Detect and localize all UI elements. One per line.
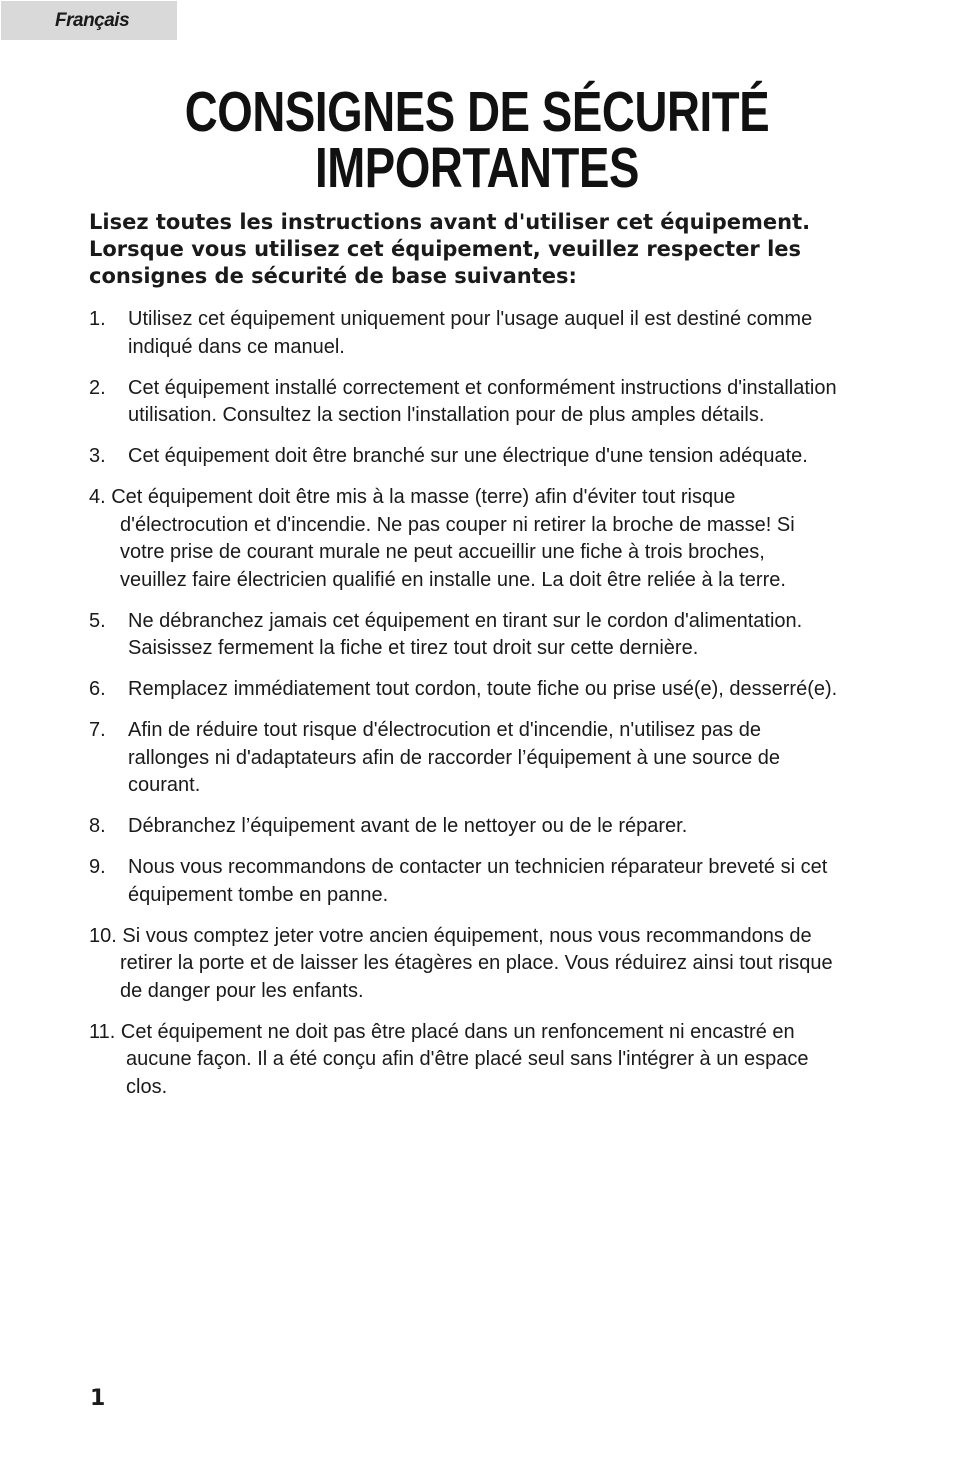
item-number: 5. xyxy=(89,609,106,632)
item-text-line: courant. xyxy=(128,774,201,796)
list-item-8 xyxy=(89,813,879,841)
page-title-line-1: CONSIGNES DE SÉCURITÉ xyxy=(184,80,770,144)
list-item-3 xyxy=(89,443,879,471)
item-text-line: aucune façon. Il a été conçu afin d'être placé seul sans l'intégrer à un espace xyxy=(126,1048,809,1070)
item-number: 6. xyxy=(89,678,106,700)
intro-line-3: consignes de sécurité de base suivantes: xyxy=(89,264,577,288)
item-number: 9. xyxy=(89,856,106,878)
list-item-1 xyxy=(89,306,879,361)
item-text-line: Afin de réduire tout risque d'électrocution et d'incendie, n'utilisez pas de xyxy=(128,719,761,741)
item-text-line: 4. Cet équipement doit être mis à la masse (terre) afin d'éviter tout risque xyxy=(89,486,736,508)
item-number: 1. xyxy=(89,308,106,330)
item-text-line: veuillez faire électricien qualifié en installe une. La doit être reliée à la terre. xyxy=(120,568,786,591)
item-text-line: Nous vous recommandons de contacter un technicien réparateur breveté si cet xyxy=(128,856,828,878)
language-tab xyxy=(1,1,177,40)
item-number: 2. xyxy=(89,376,106,399)
item-text-line: retirer la porte et de laisser les étagères en place. Vous réduirez ainsi tout risque xyxy=(120,952,833,974)
item-text-line: équipement tombe en panne. xyxy=(128,883,389,906)
item-text-line: Remplacez immédiatement tout cordon, toute fiche ou prise usé(e), desserré(e). xyxy=(128,678,838,700)
page-title-line-2: IMPORTANTES xyxy=(314,136,640,200)
item-text-line: Cet équipement doit être branché sur une électrique d'une tension adéquate. xyxy=(128,445,808,467)
page-number: 1 xyxy=(90,1386,106,1411)
intro-line-1: Lisez toutes les instructions avant d'utiliser cet équipement. xyxy=(89,210,811,234)
list-item-2 xyxy=(89,375,879,430)
item-text-line: rallonges ni d'adaptateurs afin de raccorder l’équipement à une source de xyxy=(128,746,781,769)
list-item-9 xyxy=(89,854,879,909)
item-text-line: Ne débranchez jamais cet équipement en tirant sur le cordon d'alimentation. xyxy=(128,609,803,632)
item-text-line: indiqué dans ce manuel. xyxy=(128,335,345,358)
language-label: Français xyxy=(55,10,130,31)
list-item-7 xyxy=(89,717,879,800)
item-number: 3. xyxy=(89,445,106,467)
item-text-line: de danger pour les enfants. xyxy=(120,979,364,1002)
item-text-line: Saisissez fermement la fiche et tirez tout droit sur cette dernière. xyxy=(128,637,699,659)
page-title xyxy=(95,80,858,200)
intro-paragraph xyxy=(89,209,869,290)
item-text-line: 10. Si vous comptez jeter votre ancien équipement, nous vous recommandons de xyxy=(89,924,812,947)
intro-line-2: Lorsque vous utilisez cet équipement, veuillez respecter les xyxy=(89,237,802,261)
item-text-line: 11. Cet équipement ne doit pas être placé dans un renfoncement ni encastré en xyxy=(89,1020,795,1043)
item-number: 7. xyxy=(89,719,106,741)
list-item-5 xyxy=(89,608,879,663)
item-text-line: utilisation. Consultez la section l'installation pour de plus amples détails. xyxy=(128,404,765,426)
item-text-line: votre prise de courant murale ne peut accueillir une fiche à trois broches, xyxy=(120,541,765,563)
safety-instructions-list xyxy=(89,306,879,1115)
item-text-line: Utilisez cet équipement uniquement pour l'usage auquel il est destiné comme xyxy=(128,308,813,330)
item-text-line: Cet équipement installé correctement et conformément instructions d'installation xyxy=(128,376,837,399)
item-text-line: Débranchez l’équipement avant de le nettoyer ou de le réparer. xyxy=(128,815,688,837)
list-item-10 xyxy=(89,923,879,1006)
list-item-11 xyxy=(89,1019,879,1102)
list-item-6 xyxy=(89,676,879,704)
item-text-line: clos. xyxy=(126,1075,168,1098)
item-text-line: d'électrocution et d'incendie. Ne pas couper ni retirer la broche de masse! Si xyxy=(120,513,795,536)
list-item-4 xyxy=(89,484,879,594)
item-number: 8. xyxy=(89,815,106,837)
